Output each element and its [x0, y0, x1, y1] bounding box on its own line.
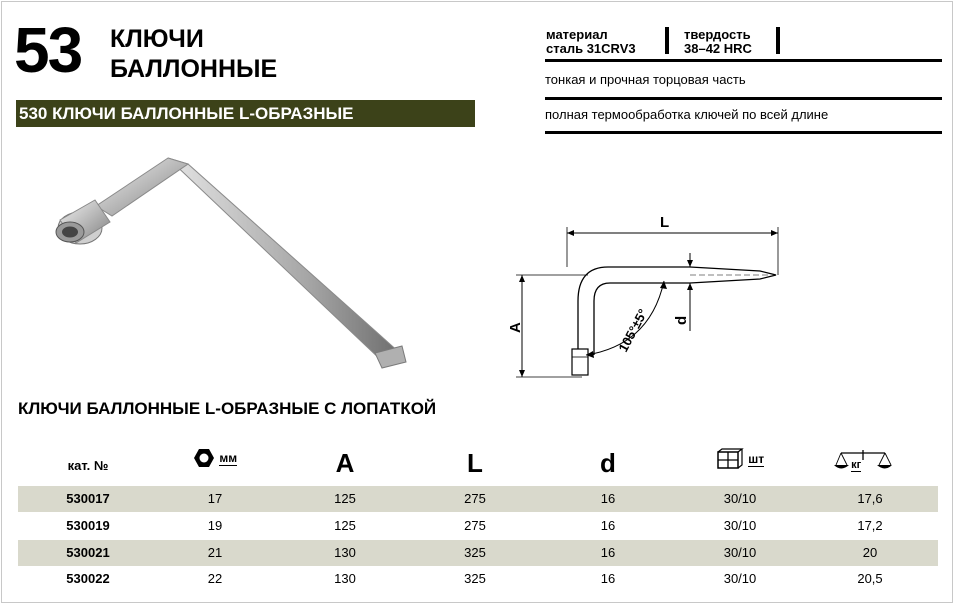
table-row — [18, 486, 938, 512]
catalog-title-line2: БАЛЛОННЫЕ — [110, 55, 278, 83]
hardness-label: твердость — [684, 27, 751, 42]
header-code-label: кат. № — [67, 458, 109, 473]
cell-size: 19 — [207, 518, 223, 533]
wrench-outline — [578, 267, 776, 363]
catalog-title — [110, 24, 277, 84]
divider-line — [545, 59, 942, 62]
cell-code: 530022 — [66, 571, 110, 586]
technical-diagram — [500, 205, 800, 385]
label-d: d — [673, 315, 690, 325]
cell-pack: 30/10 — [723, 571, 757, 586]
cell-pack: 30/10 — [723, 491, 757, 506]
cell-pack: 30/10 — [723, 545, 757, 560]
cell-d: 16 — [600, 491, 616, 506]
feature-item: тонкая и прочная торцовая часть — [545, 72, 746, 87]
cell-weight: 17,6 — [857, 491, 883, 506]
label-angle: 105°±5° — [615, 306, 651, 355]
cell-L: 275 — [464, 491, 486, 506]
header-d: d — [600, 448, 616, 478]
header-weight — [815, 448, 925, 480]
cell-weight: 20,5 — [857, 571, 883, 586]
hardness-value: 38–42 HRC — [684, 41, 752, 56]
package-box-icon — [716, 448, 744, 470]
cell-code: 530021 — [66, 545, 110, 560]
cell-A: 130 — [334, 571, 356, 586]
cell-code: 530019 — [66, 518, 110, 533]
catalog-title-line1: КЛЮЧИ — [110, 25, 204, 53]
cell-pack: 30/10 — [723, 518, 757, 533]
label-A: A — [507, 322, 524, 333]
header-A: A — [335, 448, 355, 478]
cell-L: 275 — [464, 518, 486, 533]
table-subtitle: КЛЮЧИ БАЛЛОННЫЕ L-ОБРАЗНЫЕ С ЛОПАТКОЙ — [18, 399, 437, 418]
cell-L: 325 — [464, 545, 486, 560]
feature-item: полная термообработка ключей по всей длине — [545, 107, 829, 122]
cell-d: 16 — [600, 571, 616, 586]
cell-L: 325 — [464, 571, 486, 586]
divider-line — [545, 131, 942, 134]
cell-d: 16 — [600, 518, 616, 533]
cell-size: 21 — [207, 545, 223, 560]
material-value: сталь 31CRV3 — [546, 41, 636, 56]
material-spec — [546, 28, 636, 56]
spec-separator — [665, 27, 669, 54]
cell-d: 16 — [600, 545, 616, 560]
cell-size: 22 — [207, 571, 223, 586]
header-weight-unit: кг — [851, 459, 862, 472]
table-row — [18, 540, 938, 566]
cell-weight: 20 — [862, 545, 878, 560]
cell-size: 17 — [207, 491, 223, 506]
header-code — [18, 448, 158, 480]
table-row — [18, 566, 938, 592]
cell-A: 125 — [334, 491, 356, 506]
hardness-spec — [684, 28, 752, 56]
header-L: L — [467, 448, 483, 478]
spec-separator — [776, 27, 780, 54]
wrench-photo — [40, 148, 420, 373]
cell-A: 125 — [334, 518, 356, 533]
cell-code: 530017 — [66, 491, 110, 506]
header-pack — [685, 448, 795, 480]
scale-icon — [833, 448, 893, 472]
header-size — [160, 448, 270, 480]
divider-line — [545, 97, 942, 100]
material-label: материал — [546, 27, 608, 42]
hexagon-nut-icon — [193, 448, 215, 468]
section-bar: 530 КЛЮЧИ БАЛЛОННЫЕ L-ОБРАЗНЫЕ — [16, 100, 475, 127]
cell-A: 130 — [334, 545, 356, 560]
header-pack-unit: шт — [748, 452, 765, 466]
header-size-unit: мм — [219, 451, 238, 465]
table-row — [18, 513, 938, 539]
catalog-number: 53 — [14, 14, 82, 86]
cell-weight: 17,2 — [857, 518, 883, 533]
label-L: L — [660, 214, 670, 231]
